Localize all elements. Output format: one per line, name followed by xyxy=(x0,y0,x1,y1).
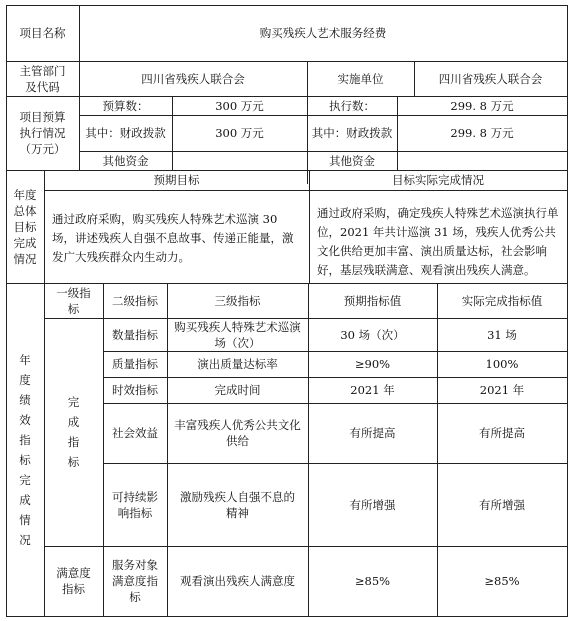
table-row-actual: 100% xyxy=(485,357,519,371)
table-row-expected: 有所提高 xyxy=(349,426,396,440)
table-row-l3: 购买残疾人特殊艺术巡演场（次） xyxy=(174,319,301,350)
table-row-l3: 丰富残疾人优秀公共文化供给 xyxy=(174,418,301,448)
header-level3: 三级指标 xyxy=(214,293,261,308)
table-row-l3: 完成时间 xyxy=(214,383,261,397)
table-row-actual: 31 场 xyxy=(487,327,517,342)
table-row-l2: 质量指标 xyxy=(112,357,158,371)
dept-label: 主管部门及代码 xyxy=(19,63,66,94)
header-level2: 二级指标 xyxy=(112,293,158,308)
table-row-expected: 有所增强 xyxy=(349,497,396,512)
table-row-l3: 激励残疾人自强不息的精神 xyxy=(180,489,295,520)
level1-satisfaction: 满意度指标 xyxy=(56,566,91,596)
table-row-l2: 时效指标 xyxy=(112,383,158,397)
header-actual: 实际完成指标值 xyxy=(461,293,543,308)
perf-label: 年度绩效指标完成情况 xyxy=(19,352,31,547)
impl-unit-label: 实施单位 xyxy=(337,71,384,86)
exec-amount-value: 299. 8 万元 xyxy=(450,98,514,113)
planned-goal-text: 通过政府采购，购买残疾人特殊艺术巡演 30 场，讲述残疾人自强不息故事、传递正能量，激发广大残疾群众内生动力。 xyxy=(52,212,294,264)
table-row-expected: 2021 年 xyxy=(350,383,395,397)
goals-label: 年度总体目标完成情况 xyxy=(13,187,37,266)
actual-goal-header: 目标实际完成情况 xyxy=(392,173,484,187)
table-row-l2: 可持续影响指标 xyxy=(112,489,158,520)
table-row-expected: ≥85% xyxy=(354,574,391,588)
project-name-value: 购买残疾人艺术服务经费 xyxy=(259,26,387,40)
exec-amount-label: 执行数： xyxy=(329,98,375,113)
fiscal-value: 300 万元 xyxy=(215,126,264,140)
table-row-l2: 社会效益 xyxy=(112,426,158,440)
table-row-l2: 服务对象满意度指标 xyxy=(112,558,158,604)
table-row-actual: ≥85% xyxy=(484,574,520,588)
other-funds-label: 其他资金 xyxy=(102,153,149,168)
table-row-expected: 30 场（次） xyxy=(340,327,405,342)
dept-value: 四川省残疾人联合会 xyxy=(141,71,245,86)
table-row-l3: 演出质量达标率 xyxy=(197,357,278,371)
exec-fiscal-label: 其中：财政拨款 xyxy=(311,126,393,140)
exec-other-funds-label: 其他资金 xyxy=(329,153,375,168)
budget-label: 项目预算执行情况（万元） xyxy=(19,110,66,156)
table-row-l3: 观看演出残疾人满意度 xyxy=(180,574,295,588)
header-expected: 预期指标值 xyxy=(343,293,402,308)
budget-amount-value: 300 万元 xyxy=(215,98,264,113)
table-row-actual: 2021 年 xyxy=(479,383,525,397)
table-row-expected: ≥90% xyxy=(354,357,391,371)
header-level1: 一级指标 xyxy=(56,285,91,316)
level1-output: 完成指标 xyxy=(67,395,80,469)
project-name-label: 项目名称 xyxy=(19,26,66,40)
table-row-actual: 有所增强 xyxy=(479,497,525,512)
actual-goal-text: 通过政府采购，确定残疾人特殊艺术巡演执行单位，2021 年共计巡演 31 场，残疾人优秀公共文化供给更加丰富、演出质量达标，社会影响好，基层残联满意、观看演出残疾人满意。 xyxy=(317,206,559,277)
exec-fiscal-value: 299. 8 万元 xyxy=(450,126,514,140)
grid-line xyxy=(6,616,567,617)
table-row-actual: 有所提高 xyxy=(479,426,525,440)
fiscal-label: 其中：财政拨款 xyxy=(85,126,166,140)
impl-unit-value: 四川省残疾人联合会 xyxy=(438,71,543,86)
budget-amount-label: 预算数： xyxy=(102,98,149,113)
table-row-l2: 数量指标 xyxy=(112,327,158,342)
grid-line xyxy=(567,5,568,617)
planned-goal-header: 预期目标 xyxy=(153,173,200,187)
